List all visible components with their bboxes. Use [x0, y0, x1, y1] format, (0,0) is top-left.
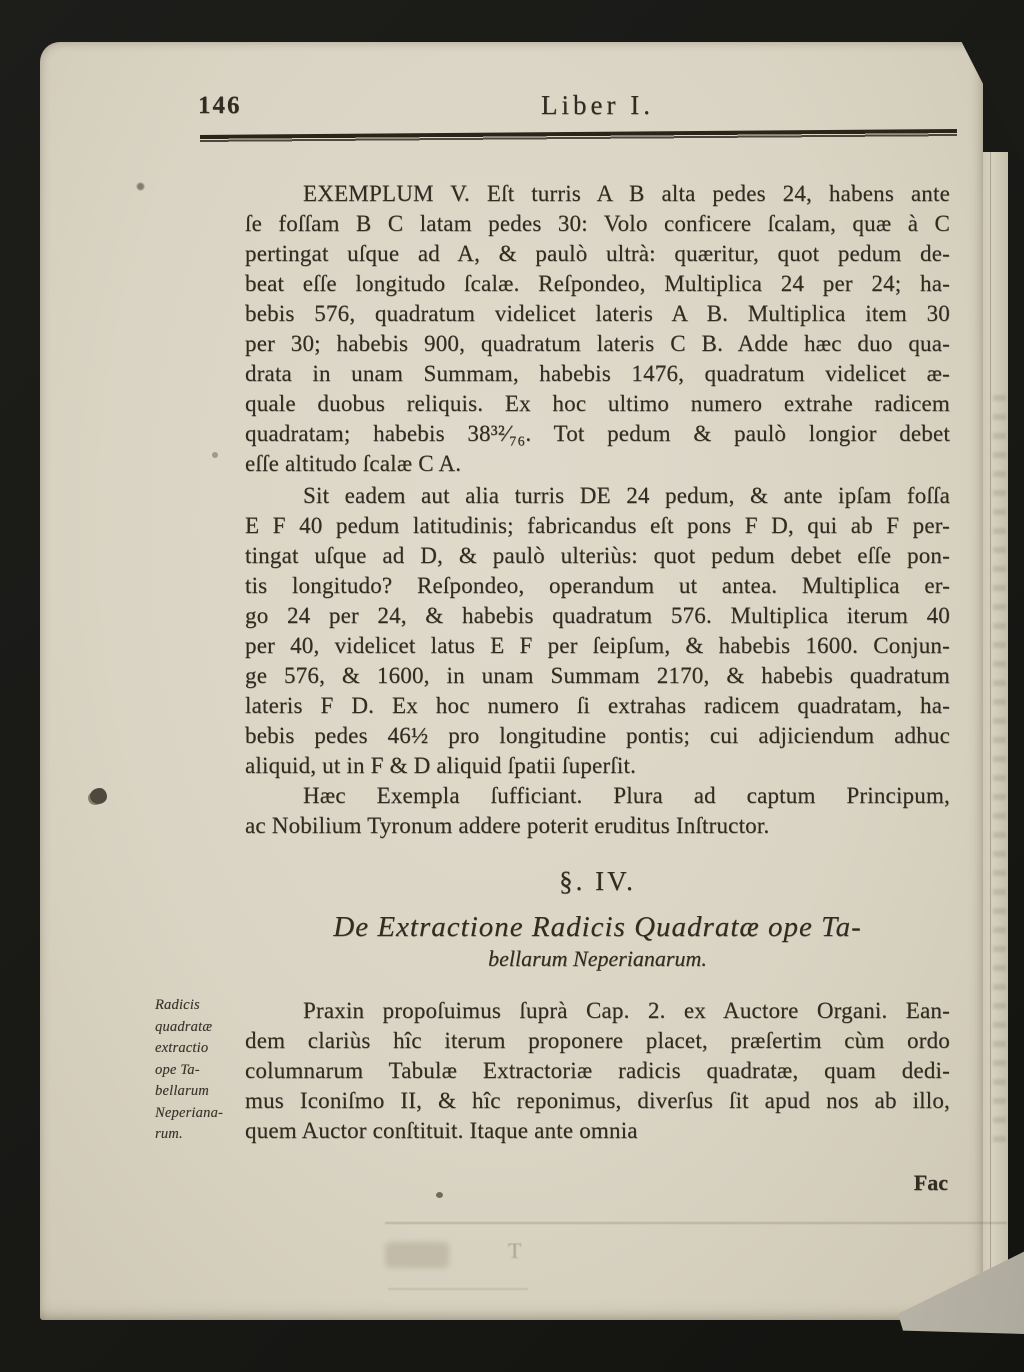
text-line: aliquid, ut in F & D aliquid ſpatii ſuperſit.	[245, 753, 637, 778]
margin-note-line: Radicis	[155, 997, 200, 1013]
ink-spot	[436, 1192, 443, 1198]
showthrough-text-lines	[993, 382, 1006, 1142]
text-line: columnarum Tabulæ Extractoriæ radicis quadratæ, quam dedi-	[245, 1058, 950, 1083]
text-line: bebis pedes 46½ pro longitudine pontis; cui adjiciendum adhuc	[245, 723, 950, 748]
text-line: mus Iconiſmo II, & hîc reponimus, diverſus ſit apud nos ab illo,	[245, 1088, 950, 1113]
paragraph-exemplum-v	[245, 179, 950, 479]
text-line: per 30; habebis 900, quadratum lateris C B. Adde hæc duo qua-	[245, 331, 950, 356]
page-edge-strip	[983, 152, 1008, 1302]
text-line: ac Nobilium Tyronum addere poterit eruditus Inſtructor.	[245, 813, 770, 838]
text-line: beat eſſe longitudo ſcalæ. Reſpondeo, Multiplica 24 per 24; ha-	[245, 271, 950, 296]
ink-blot	[90, 788, 107, 804]
text-line: pertingat uſque ad A, & paulò ultrà: quæritur, quot pedum de-	[245, 241, 950, 266]
text-line: go 24 per 24, & habebis quadratum 576. Multiplica iterum 40	[245, 603, 950, 628]
paragraph-haec-exempla	[245, 781, 950, 841]
margin-note-line: rum.	[155, 1126, 183, 1142]
showthrough-crease	[385, 1222, 1007, 1224]
margin-note-line: Neperiana-	[155, 1104, 224, 1121]
text-line: drata in unam Summam, habebis 1476, quadratum videlicet æ-	[245, 361, 950, 386]
margin-note-line: ope Ta-	[155, 1061, 200, 1078]
section-title-line1: De Extractione Radicis Quadratæ ope Ta-	[333, 911, 862, 943]
paragraph-turris-de	[245, 481, 950, 781]
marginal-note	[155, 995, 247, 1146]
ink-spot	[212, 452, 218, 458]
text-line: ge 576, & 1600, in unam Summam 2170, & habebis quadratum	[245, 663, 950, 688]
text-line: EXEMPLUM V. Eſt turris A B alta pedes 24, habens ante	[303, 181, 950, 206]
showthrough-crease	[388, 1288, 528, 1290]
showthrough-smudge	[385, 1242, 449, 1268]
margin-note-line: extractio	[155, 1040, 209, 1056]
text-line: quem Auctor conſtituit. Itaque ante omnia	[245, 1118, 638, 1143]
text-line: per 40, videlicet latus E F per ſeipſum, & habebis 1600. Conjun-	[245, 633, 950, 658]
section-number: §. IV.	[559, 866, 636, 896]
text-line: Hæc Exempla ſufficiant. Plura ad captum Principum,	[303, 783, 950, 808]
text-line: quale duobus reliquis. Ex hoc ultimo numero extrahe radicem	[245, 391, 950, 416]
section-title-line2: bellarum Neperianarum.	[488, 946, 707, 971]
text-line: dem clariùs hîc iterum proponere placet, præſertim cùm ordo	[245, 1028, 950, 1053]
margin-note-line: quadratæ	[155, 1018, 213, 1035]
margin-note-line: bellarum	[155, 1083, 209, 1099]
running-title: Liber I.	[541, 90, 654, 120]
text-line: tis longitudo? Reſpondeo, operandum ut antea. Multiplica er-	[245, 573, 950, 598]
text-line: bebis 576, quadratum videlicet lateris A B. Multiplica item 30	[245, 301, 950, 326]
ink-spot	[136, 182, 145, 191]
header-rule	[200, 129, 957, 143]
text-line: quadratam; habebis 38³²⁄₇₆. Tot pedum & paulò longior debet	[245, 421, 950, 446]
text-line: lateris F D. Ex hoc numero ſi extrahas radicem quadratam, ha-	[245, 693, 950, 718]
catchword: Fac	[913, 1170, 948, 1195]
paragraph-praxin	[245, 996, 950, 1146]
text-line: Sit eadem aut alia turris DE 24 pedum, & ante ipſam foſſa	[303, 483, 950, 508]
text-line: E F 40 pedum latitudinis; fabricandus eſt pons F D, qui ab F per-	[245, 513, 950, 538]
page-number: 146	[198, 92, 242, 119]
text-line: ſe foſſam B C latam pedes 30: Volo conficere ſcalam, quæ à C	[245, 211, 950, 236]
showthrough-signature-mark: T	[508, 1238, 522, 1263]
page-edge-line	[990, 152, 991, 1302]
text-block	[198, 88, 950, 1146]
text-line: Praxin propoſuimus ſuprà Cap. 2. ex Auctore Organi. Ean-	[303, 998, 950, 1023]
text-line: tingat uſque ad D, & paulò ulteriùs: quot pedum debet eſſe pon-	[245, 543, 950, 568]
text-line: eſſe altitudo ſcalæ C A.	[245, 451, 462, 476]
